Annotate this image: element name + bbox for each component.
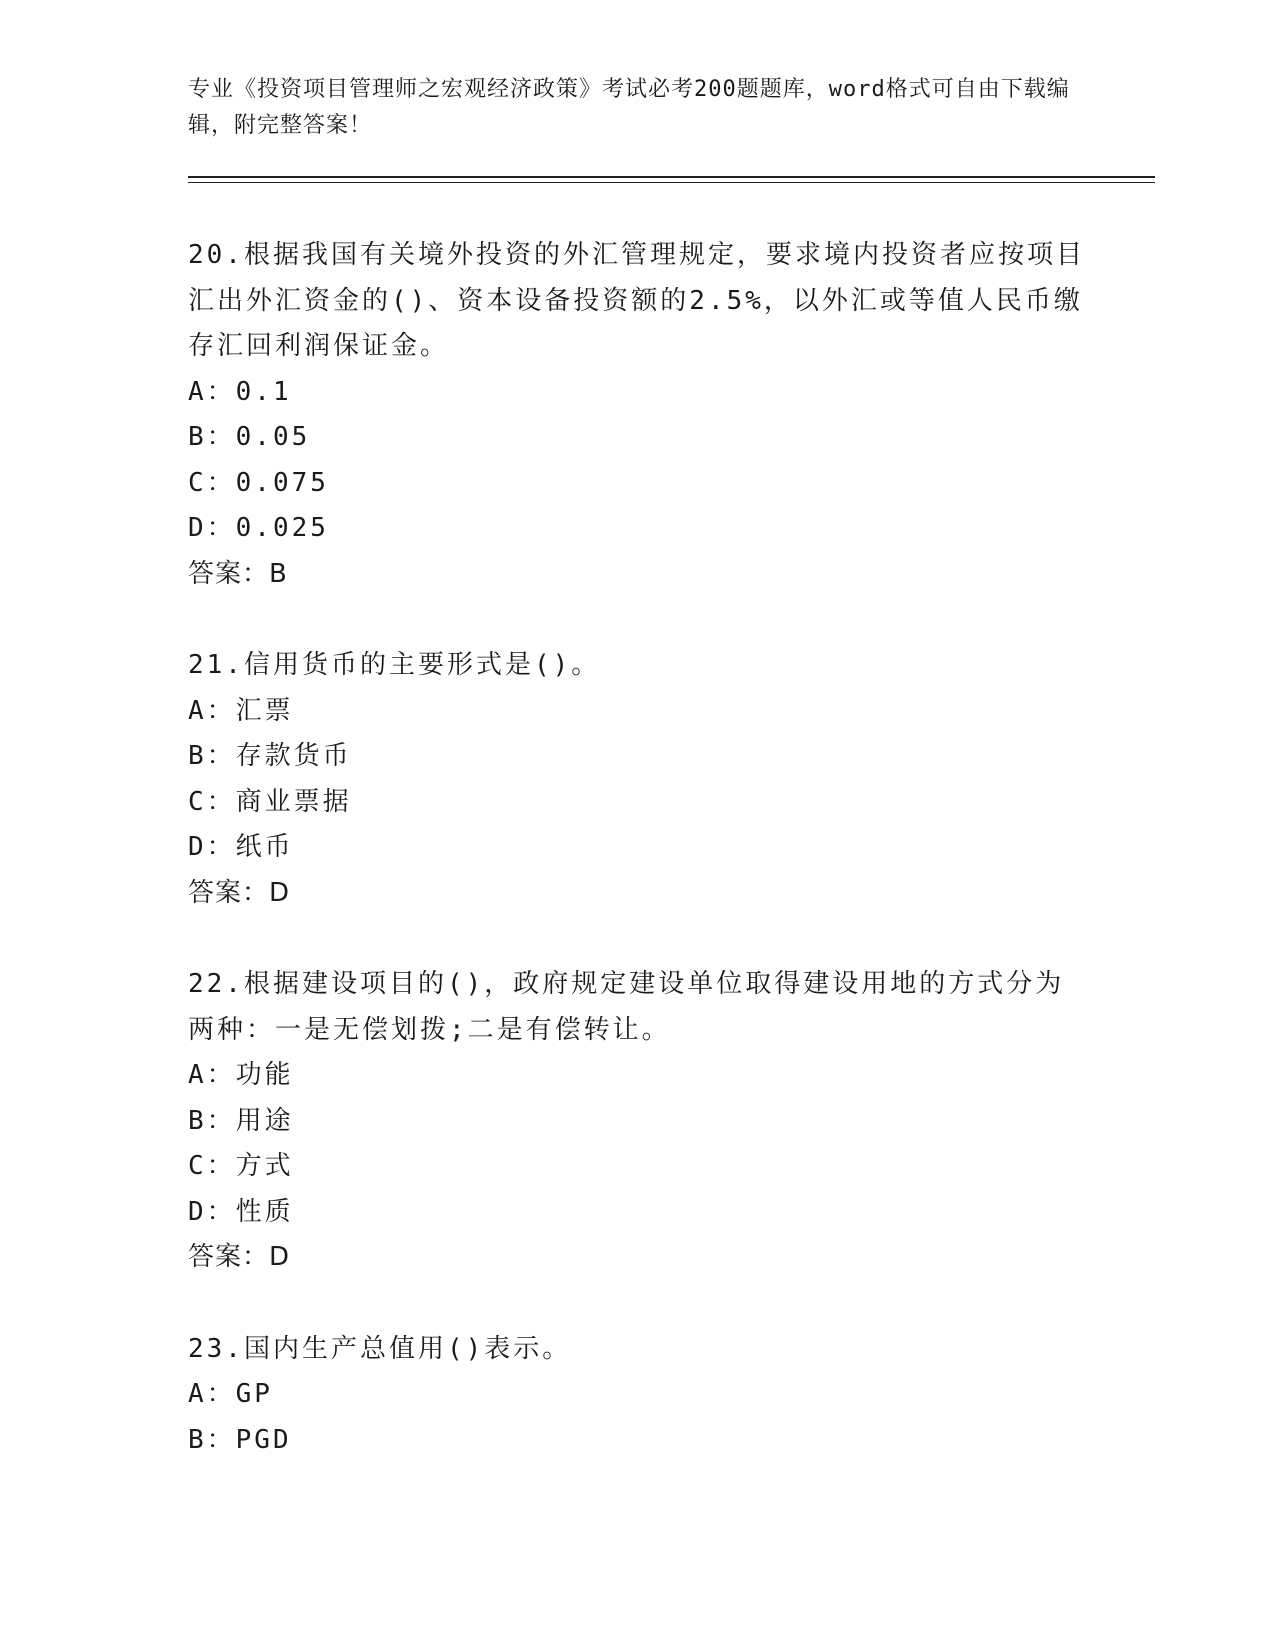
option-b: B：PGD xyxy=(188,1424,292,1455)
option-b: B：用途 xyxy=(188,1105,294,1136)
header-divider xyxy=(188,176,1155,183)
question-23 xyxy=(188,1327,1088,1464)
question-22 xyxy=(188,962,1088,1281)
question-21 xyxy=(188,643,1088,916)
option-c: C：商业票据 xyxy=(188,786,352,817)
option-a: A：汇票 xyxy=(188,695,294,726)
option-a: A：0.1 xyxy=(188,376,292,407)
question-stem: 23.国内生产总值用()表示。 xyxy=(188,1333,572,1364)
question-list xyxy=(188,233,1088,1509)
option-b: B：存款货币 xyxy=(188,741,352,771)
option-c: C：0.075 xyxy=(188,467,329,498)
option-d: D：0.025 xyxy=(188,513,329,543)
option-a: A：GP xyxy=(188,1379,273,1409)
question-stem: 22.根据建设项目的()，政府规定建设单位取得建设用地的方式分为两种：一是无偿划拨;二是有偿转让。 xyxy=(188,969,1065,1045)
question-20 xyxy=(188,233,1088,597)
option-d: D：性质 xyxy=(188,1196,294,1227)
question-stem: 20.根据我国有关境外投资的外汇管理规定，要求境内投资者应按项目汇出外汇资金的()、资本设备投资额的2.5%，以外汇或等值人民币缴存汇回利润保证金。 xyxy=(188,240,1085,361)
answer: 答案：B xyxy=(188,558,288,589)
option-d: D：纸币 xyxy=(188,832,294,862)
question-stem: 21.信用货币的主要形式是()。 xyxy=(188,650,601,680)
answer: 答案：D xyxy=(188,877,291,908)
option-b: B：0.05 xyxy=(188,422,311,452)
option-a: A：功能 xyxy=(188,1060,294,1090)
document-header: 专业《投资项目管理师之宏观经济政策》考试必考200题题库，word格式可自由下载编辑，附完整答案！ xyxy=(188,77,1070,138)
option-c: C：方式 xyxy=(188,1151,294,1181)
answer: 答案：D xyxy=(188,1242,291,1272)
